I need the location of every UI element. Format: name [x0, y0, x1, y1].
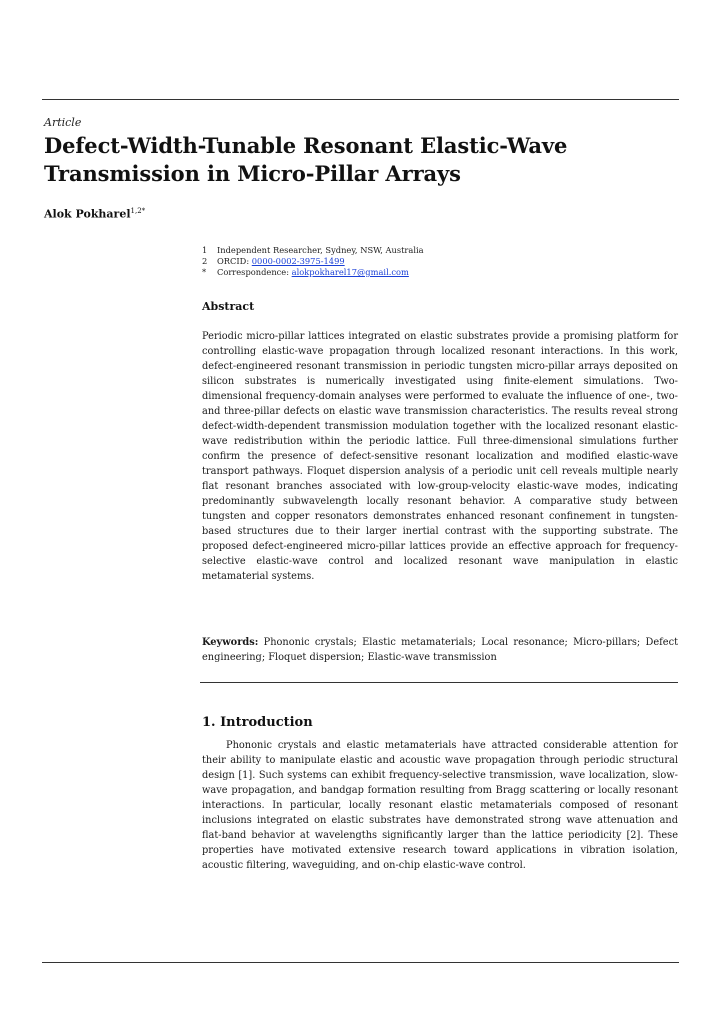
affiliation-mark: 2: [202, 256, 208, 266]
affiliation-mark: 1: [202, 245, 208, 255]
affiliations: [202, 245, 672, 278]
author-affil-sup: 1,2*: [130, 207, 146, 215]
affiliation-text: Independent Researcher, Sydney, NSW, Australia: [217, 245, 424, 255]
abstract-text: Periodic micro-pillar lattices integrated on elastic substrates provide a promising platform for controlling elastic-wave propagation through localized resonant interactions. In this work, defect-engineered resonant transmission in periodic tungsten micro-pillar arrays deposited on silicon substrates is numerically investigated using finite-element simulations. Two-dimensional frequency-domain analyses were performed to evaluate the influence of one-, two- and three-pillar defects on elastic wave transmission characteristics. The results reveal strong defect-width-dependent transmission modulation together with the localized resonant elastic-wave redistribution within the periodic lattice. Full three-dimensional simulations further confirm the presence of defect-sensitive resonant localization and modified elastic-wave transport pathways. Floquet dispersion analysis of a periodic unit cell reveals multiple nearly flat resonant branches associated with low-group-velocity elastic-wave modes, indicating predominantly subwavelength locally resonant behavior. A comparative study between tungsten and copper resonators demonstrates enhanced resonant confinement in tungsten-based structures due to their larger inertial contrast with the supporting substrate. The proposed defect-engineered micro-pillar lattices provide an effective approach for frequency-selective elastic-wave control and localized resonant wave manipulation in elastic metamaterial systems.: [202, 331, 678, 582]
keywords-text: Phononic crystals; Elastic metamaterials; Local resonance; Micro-pillars; Defect engineering; Floquet dispersion; Elastic-wave transmission: [202, 637, 678, 663]
affiliation-2: [202, 256, 672, 267]
introduction-heading: 1. Introduction: [202, 715, 313, 730]
affiliation-correspondence: [202, 267, 672, 278]
affiliation-1: [202, 245, 672, 256]
paper-title: Defect-Width-Tunable Resonant Elastic-Wave Transmission in Micro-Pillar Arrays: [44, 133, 568, 186]
correspondence-label: Correspondence:: [217, 267, 292, 277]
article-type: Article: [44, 116, 82, 129]
top-rule: [42, 99, 679, 100]
bottom-rule: [42, 962, 679, 963]
abstract-heading: Abstract: [202, 300, 255, 313]
affiliation-mark: *: [202, 267, 207, 277]
email-link[interactable]: alokpokharel17@gmail.com: [291, 267, 409, 277]
author: [44, 207, 145, 221]
orcid-link[interactable]: 0000-0002-3975-1499: [251, 256, 345, 266]
orcid-label: ORCID:: [217, 256, 252, 266]
keywords-label: Keywords:: [202, 637, 259, 648]
author-name: Alok Pokharel: [44, 207, 131, 221]
introduction-text: Phononic crystals and elastic metamaterials have attracted considerable attention for their ability to manipulate elastic and acoustic wave propagation through periodic structural design [1]. Such systems can exhibit frequency-selective transmission, wave localization, slow-wave propagation, and bandgap formation resulting from Bragg scattering or locally resonant interactions. In particular, locally resonant elastic metamaterials composed of resonant inclusions integrated on elastic substrates have demonstrated strong wave attenuation and flat-band behavior at wavelengths significantly larger than the lattice periodicity [2]. These properties have motivated extensive research toward applications in vibration isolation, acoustic filtering, waveguiding, and on-chip elastic-wave control.: [202, 740, 678, 871]
keywords: [202, 635, 678, 665]
abstract-divider: [200, 682, 678, 683]
